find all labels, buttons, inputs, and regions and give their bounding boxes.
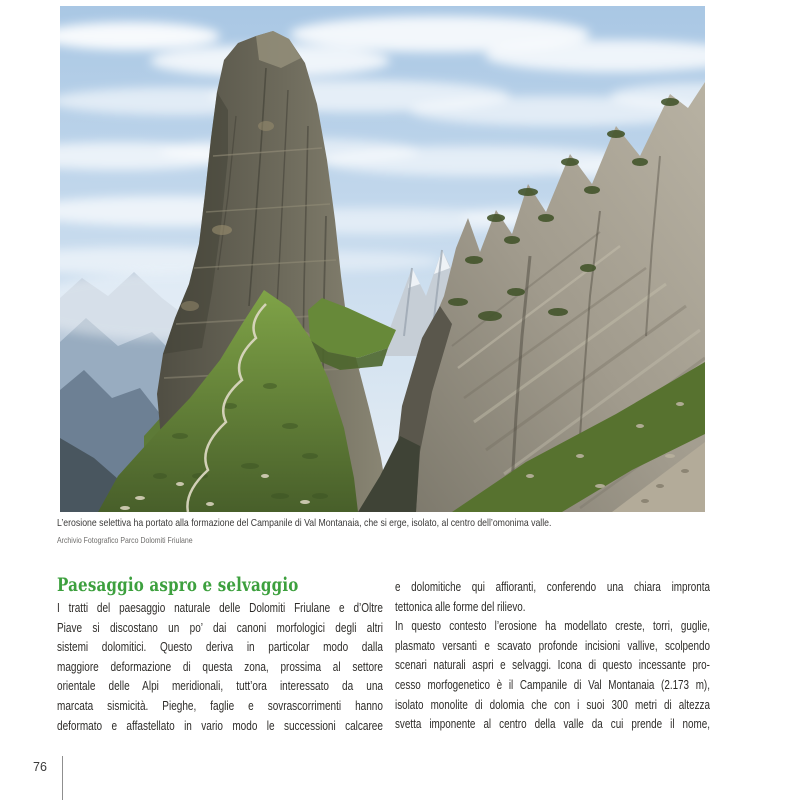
body-text-line: scenari naturali aspri e selvaggi. Icona di questo incessante pro- — [395, 658, 710, 673]
page-number: 76 — [33, 760, 47, 774]
photo-credit: Archivio Fotografico Parco Dolomiti Friulane — [57, 535, 193, 545]
photo-caption-block — [57, 517, 800, 545]
body-text-line: sistemi dolomitici. Questo deriva in particolar modo dalla — [57, 640, 383, 655]
right-column — [395, 578, 710, 735]
body-text-line: marcata sismicità. Pieghe, faglie e sovrascorrimenti hanno — [57, 698, 383, 713]
body-text-line: e dolomitiche qui affioranti, conferendo una chiara impronta — [395, 580, 710, 594]
body-text-line: I tratti del paesaggio naturale delle Dolomiti Friulane e d’Oltre — [57, 601, 383, 615]
body-text-line: svetta imponente al centro della valle da cui prende il nome, — [395, 717, 710, 732]
body-text-line: Piave si discostano un po’ dai canoni morfologici degli altri — [57, 620, 383, 635]
body-text-line: orientale delle Alpi meridionali, tutt’ora interessato da una — [57, 679, 383, 694]
article-body — [57, 575, 717, 750]
left-column — [57, 575, 383, 736]
photo-caption: L’erosione selettiva ha portato alla formazione del Campanile di Val Montanaia, che si erge, isolato, al centro dell’omonima valle. — [57, 517, 552, 529]
campanile-photo-figure — [60, 6, 705, 512]
section-heading: Paesaggio aspro e selvaggio — [57, 574, 299, 596]
body-text-line: plasmato versanti e scavato profonde incisioni vallive, scolpendo — [395, 638, 710, 653]
body-text-line: tettonica alle forme del rilievo. — [395, 599, 526, 614]
body-text-line: In questo contesto l’erosione ha modellato creste, torri, guglie, — [395, 619, 710, 634]
body-text-line: cesso morfogenetico è il Campanile di Val Montanaia (2.173 m), — [395, 677, 710, 692]
body-text-line: deformato e affastellato in vario modo le successioni calcaree — [57, 718, 383, 733]
body-text-line: maggiore deformazione di questa zona, prossima al settore — [57, 659, 383, 674]
campanile-photo-image — [60, 6, 705, 512]
body-text-line: isolato monolite di dolomia che con i suoi 300 metri di altezza — [395, 697, 710, 712]
footer-rule — [62, 756, 63, 800]
